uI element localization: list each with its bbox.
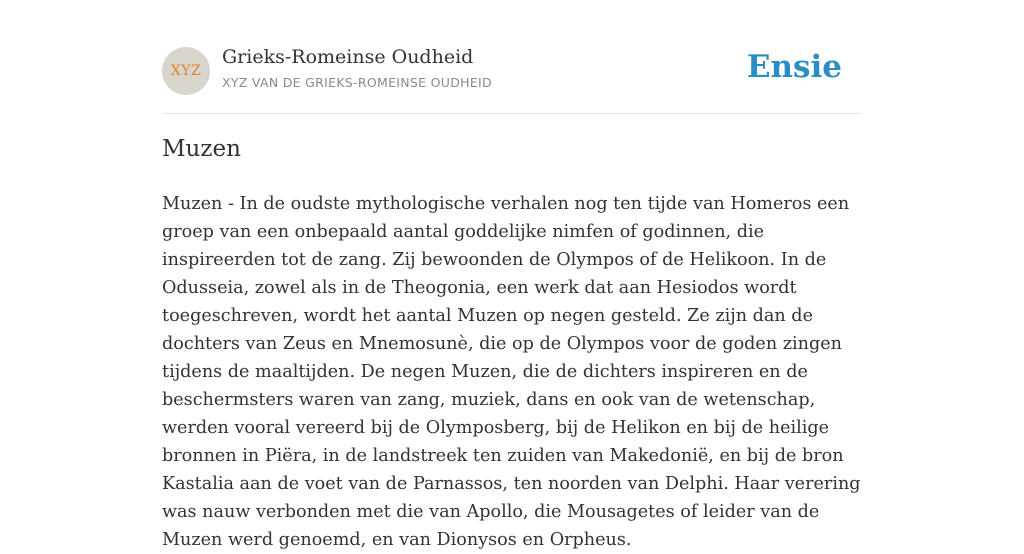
article-body: Muzen - In de oudste mythologische verhalen nog ten tijde van Homeros een groep van een onbepaald aantal goddelijke nimfen of godinnen, die inspireerden tot de zang. Zij bewoonden de Olympos of de Helikoon. In de Odusseia, zowel als in de Theogonia, een werk dat aan Hesiodos wordt toegeschreven, wordt het aantal Muzen op negen gesteld. Ze zijn dan de dochters van Zeus en Mnemosunè, die op de Olympos voor de goden zingen tijdens de maaltijden. De negen Muzen, die de dichters inspireren en de beschermsters waren van zang, muziek, dans en ook van de wetenschap, werden vooral vereerd bij de Olymposberg, bij de Helikon en bij de heilige bronnen in Piëra, in de landstreek ten zuiden van Makedonië, en bij de bron Kastalia aan de voet van de Parnassos, ten noorden van Delphi. Haar verering was nauw verbonden met die van Apollo, die Mousagetes of leider van de Muzen werd genoemd, en van Dionysos en Orpheus. (162, 194, 861, 550)
publication-header (162, 46, 862, 96)
avatar[interactable]: XYZ (162, 47, 210, 95)
article-title: Muzen (162, 136, 241, 162)
publication-title[interactable]: Grieks-Romeinse Oudheid (222, 46, 474, 68)
publication-subtitle: XYZ VAN DE GRIEKS-ROMEINSE OUDHEID (222, 75, 492, 90)
brand-logo[interactable]: Ensie (746, 49, 842, 85)
header-divider (162, 113, 862, 114)
